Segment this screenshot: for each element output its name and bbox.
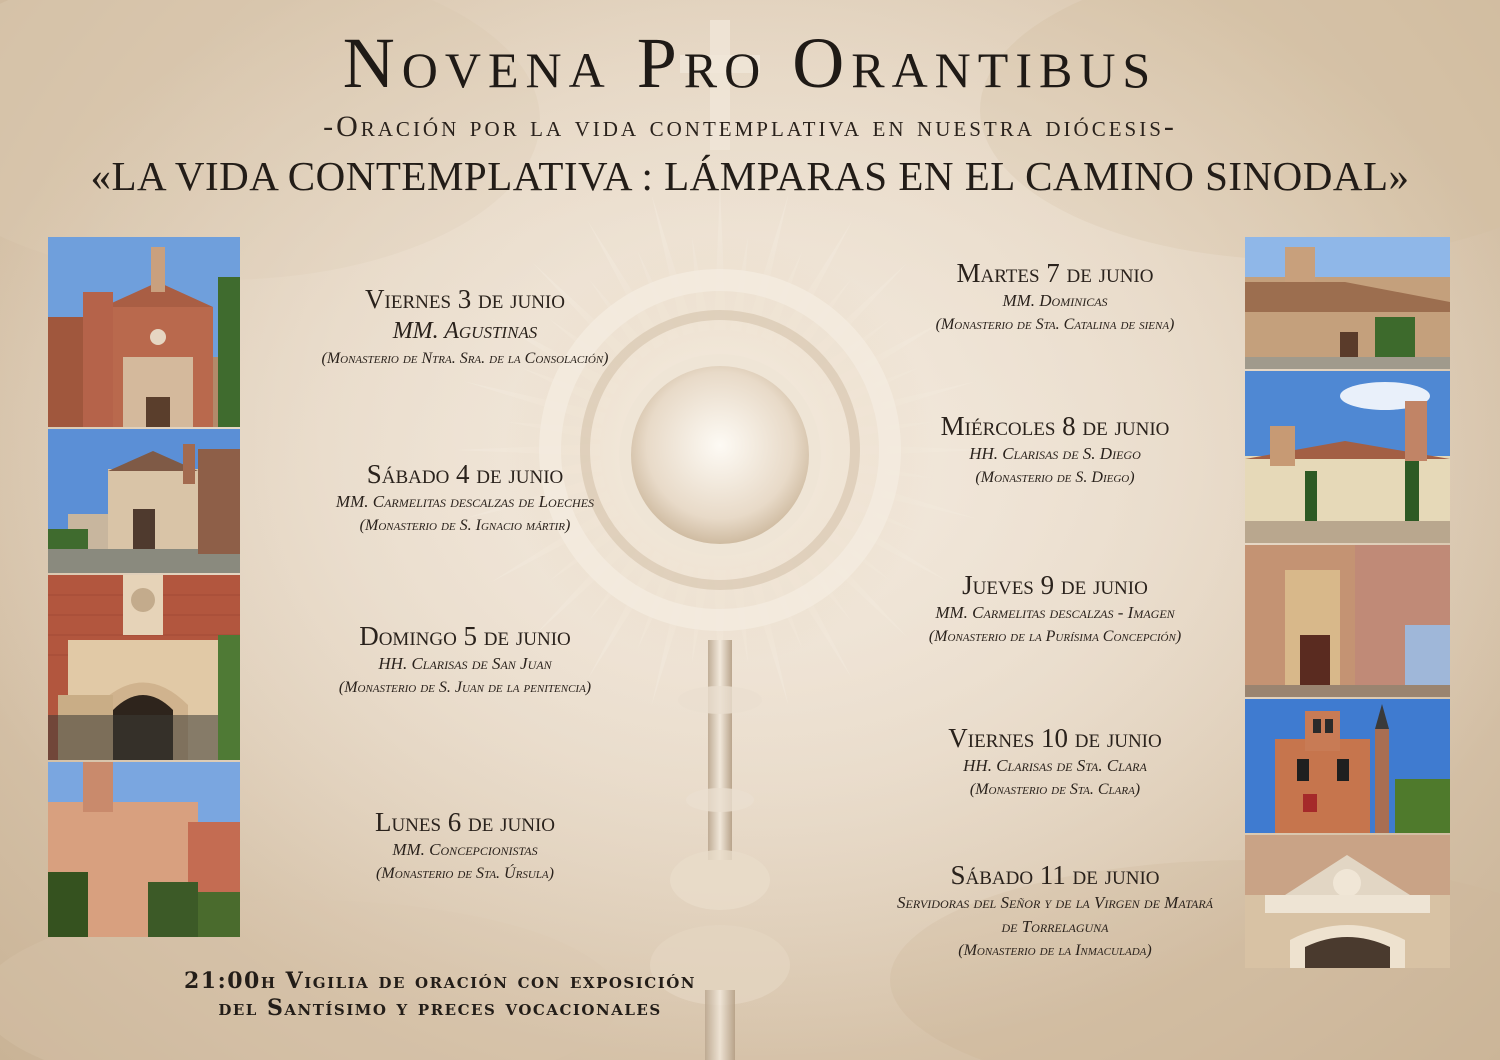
vigil-note [60,968,820,1022]
day-monastery: (Monasterio de S. Diego) [975,469,1135,486]
day-monastery: (Monasterio de la Inmaculada) [958,942,1152,959]
schedule-day-2 [240,458,690,538]
day-community: HH. Clarisas de San Juan [378,654,552,673]
day-monastery: (Monasterio de la Purísima Concepción) [928,628,1182,645]
day-community: HH. Clarisas de S. Diego [969,444,1141,463]
schedule-day-1 [240,283,690,371]
schedule-day-6 [810,410,1300,490]
day-community: MM. Carmelitas descalzas - Imagen [935,603,1175,622]
vigil-note-line1: 21:00h Vigilia de oración con exposición [184,968,696,994]
day-date: Sábado 11 de junio [950,860,1160,890]
day-community: Servidoras del Señor y de la Virgen de Matará [897,893,1213,912]
day-monastery: (Monasterio de Sta. Úrsula) [376,865,554,882]
day-date: Viernes 3 de junio [365,284,565,314]
photo-monastery-consolacion [48,237,240,427]
day-community: HH. Clarisas de Sta. Clara [963,756,1147,775]
photo-monastery-san-ignacio [48,429,240,573]
day-monastery: (Monasterio de Ntra. Sra. de la Consolación) [321,350,609,367]
day-community-line2: de Torrelaguna [1001,917,1109,936]
day-community: MM. Dominicas [1002,291,1108,310]
poster-title: Novena Pro Orantibus [342,23,1158,103]
schedule-day-7 [810,569,1300,649]
day-monastery: (Monasterio de Sta. Catalina de siena) [935,316,1175,333]
schedule-day-3 [240,620,690,700]
poster-subtitle: -Oración por la vida contemplativa en nuestra diócesis- [323,110,1177,143]
schedule-day-5 [810,257,1300,337]
day-date: Viernes 10 de junio [948,723,1162,753]
poster-theme: «LA VIDA CONTEMPLATIVA : LÁMPARAS EN EL CAMINO SINODAL» [90,153,1410,199]
day-date: Martes 7 de junio [956,258,1154,288]
day-community: MM. Carmelitas descalzas de Loeches [335,492,595,511]
day-date: Jueves 9 de junio [962,570,1148,600]
day-date: Miércoles 8 de junio [940,411,1170,441]
photo-monastery-san-juan [48,575,240,760]
schedule-day-8 [810,722,1300,802]
vigil-note-line2: del Santísimo y preces vocacionales [218,995,662,1021]
day-community: MM. Concepcionistas [392,840,538,859]
day-monastery: (Monasterio de Sta. Clara) [969,781,1141,798]
day-monastery: (Monasterio de S. Juan de la penitencia) [338,679,592,696]
schedule-day-4 [240,806,690,886]
day-date: Domingo 5 de junio [359,621,571,651]
day-date: Lunes 6 de junio [374,807,556,837]
schedule-day-9 [780,859,1330,963]
day-community: MM. Agustinas [392,318,538,344]
photo-monastery-santa-ursula [48,762,240,937]
day-monastery: (Monasterio de S. Ignacio mártir) [359,517,571,534]
day-date: Sábado 4 de junio [366,459,564,489]
